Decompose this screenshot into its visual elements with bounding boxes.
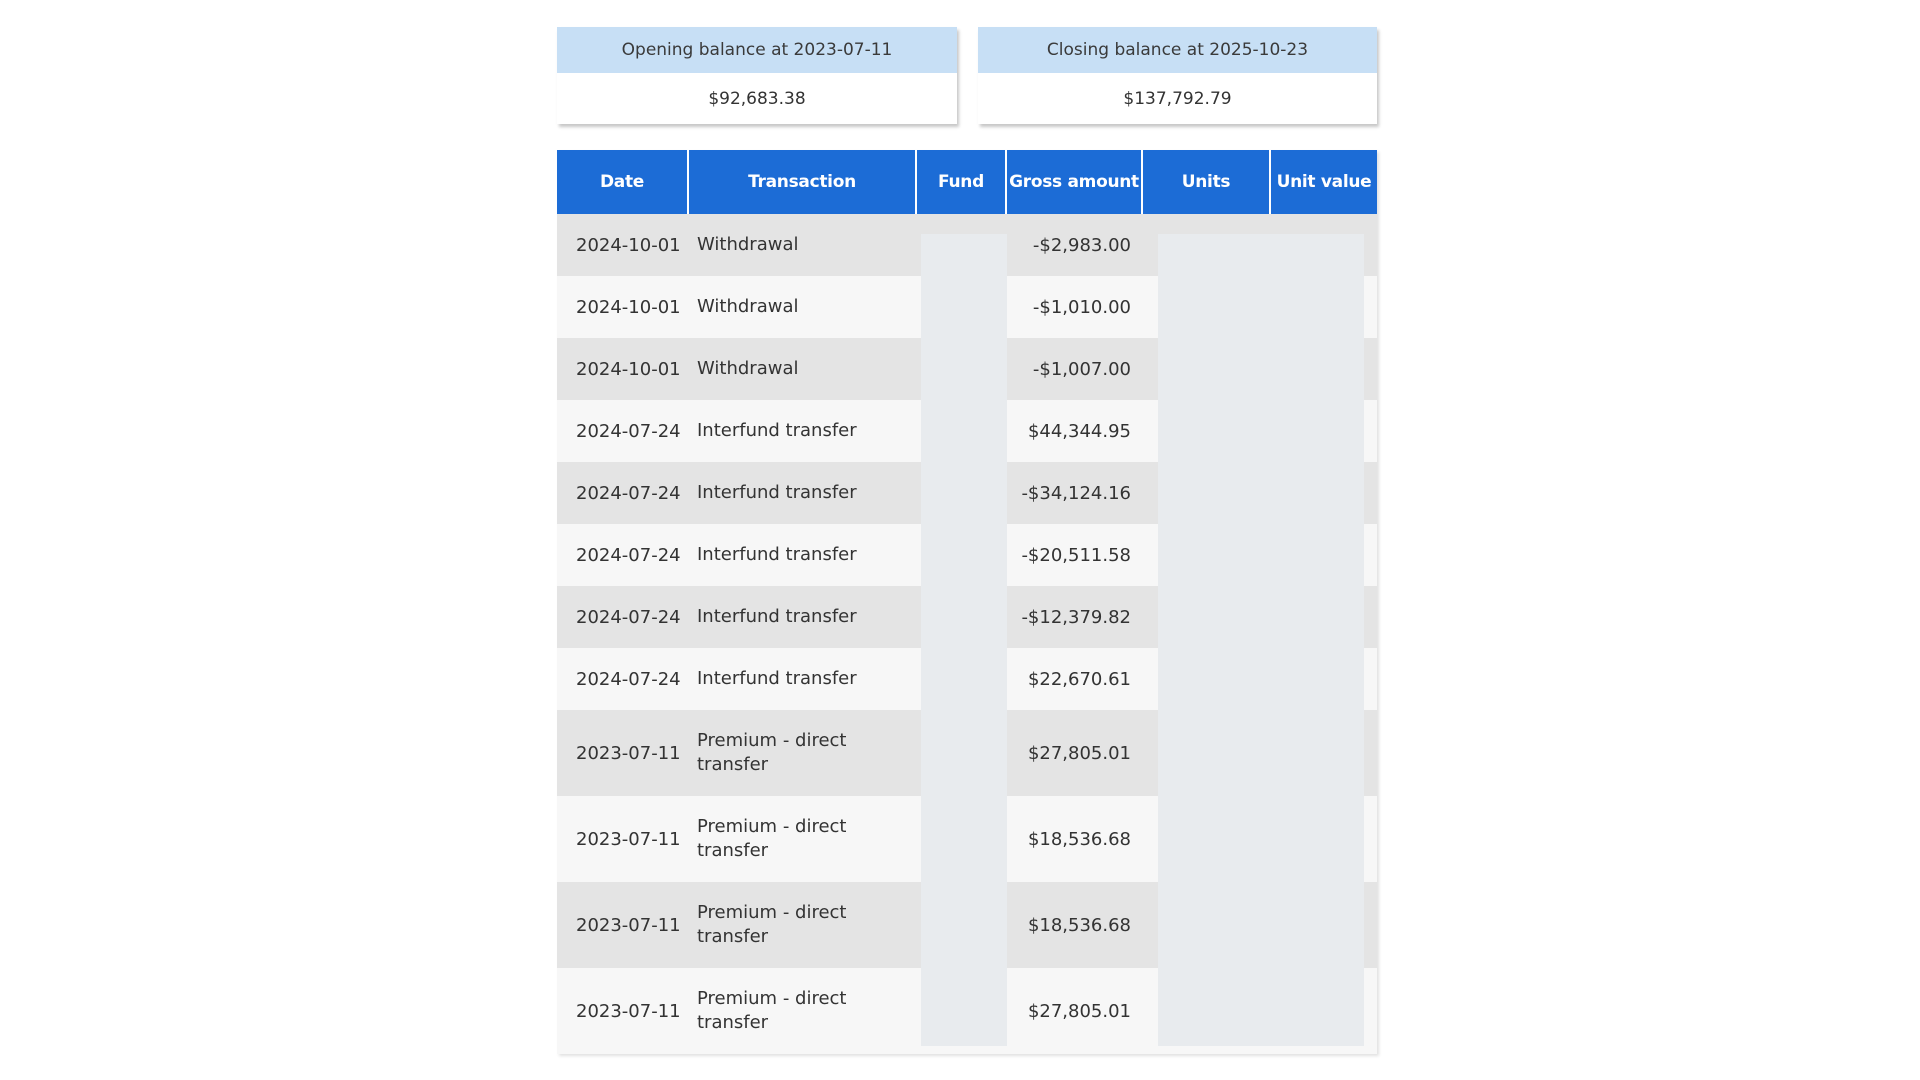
cell-date: 2023-07-11 [576,742,681,764]
cell-gross-amount: $18,536.68 [1027,914,1131,936]
cell-date: 2023-07-11 [576,828,681,850]
cell-date: 2023-07-11 [576,914,681,936]
cell-date: 2023-07-11 [576,1000,681,1022]
cell-gross-amount: -$34,124.16 [1021,482,1131,504]
opening-balance-value: $92,683.38 [708,88,806,109]
cell-gross-amount: $44,344.95 [1027,420,1131,442]
table-header [557,150,1377,214]
column-header-transaction[interactable]: Transaction [689,150,917,214]
cell-gross-amount: -$1,007.00 [1032,358,1131,380]
cell-gross-amount: -$12,379.82 [1021,606,1131,628]
cell-date: 2024-07-24 [576,606,681,628]
cell-transaction: Interfund transfer [697,544,857,565]
cell-gross-amount: $18,536.68 [1027,828,1131,850]
column-header-units[interactable]: Units [1143,150,1271,214]
cell-date: 2024-07-24 [576,420,681,442]
closing-balance-label: Closing balance at 2025-10-23 [978,27,1377,73]
transaction-statement [557,27,1377,1054]
table-body [557,214,1377,1054]
transactions-table [557,150,1377,1054]
closing-balance-card [978,27,1377,124]
cell-transaction: Interfund transfer [697,420,857,441]
closing-balance-value: $137,792.79 [1123,88,1232,109]
cell-transaction: Withdrawal [697,358,799,379]
cell-date: 2024-10-01 [576,358,681,380]
units-column-mask [1158,234,1364,1046]
balance-summary [557,27,1377,129]
opening-balance-label: Opening balance at 2023-07-11 [557,27,957,73]
cell-date: 2024-10-01 [576,234,681,256]
fund-column-mask [921,234,1007,1046]
cell-gross-amount: -$2,983.00 [1032,234,1131,256]
column-header-date[interactable]: Date [557,150,689,214]
cell-transaction: Interfund transfer [697,668,857,689]
cell-transaction: Premium - direct transfer [697,988,847,1033]
column-header-gross-amount[interactable]: Gross amount [1007,150,1143,214]
cell-transaction: Premium - direct transfer [697,816,847,861]
cell-gross-amount: -$1,010.00 [1032,296,1131,318]
cell-transaction: Interfund transfer [697,606,857,627]
cell-date: 2024-10-01 [576,296,681,318]
cell-gross-amount: $22,670.61 [1027,668,1131,690]
cell-transaction: Premium - direct transfer [697,902,847,947]
cell-gross-amount: $27,805.01 [1027,1000,1131,1022]
cell-transaction: Withdrawal [697,234,799,255]
cell-gross-amount: $27,805.01 [1027,742,1131,764]
cell-date: 2024-07-24 [576,544,681,566]
column-header-fund[interactable]: Fund [917,150,1007,214]
cell-date: 2024-07-24 [576,668,681,690]
cell-transaction: Premium - direct transfer [697,730,847,775]
opening-balance-card [557,27,957,124]
cell-transaction: Interfund transfer [697,482,857,503]
cell-gross-amount: -$20,511.58 [1021,544,1131,566]
cell-transaction: Withdrawal [697,296,799,317]
column-header-unit-value[interactable]: Unit value [1276,172,1372,192]
cell-date: 2024-07-24 [576,482,681,504]
